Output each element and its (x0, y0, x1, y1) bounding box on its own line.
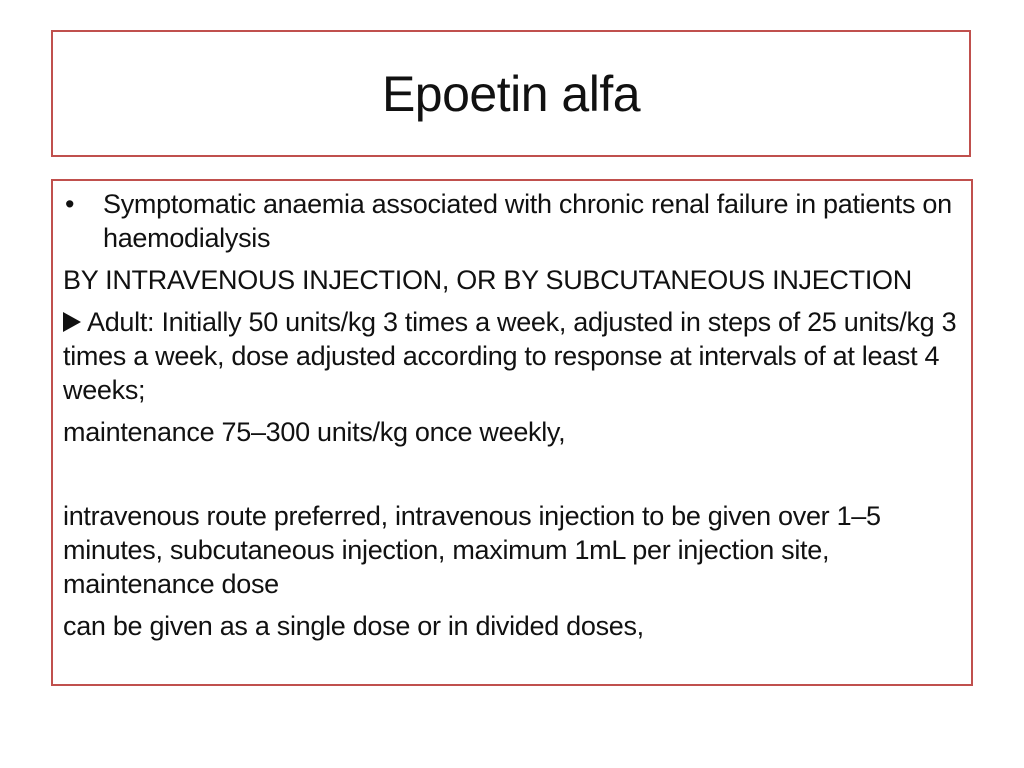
right-triangle-arrow-icon (63, 312, 81, 332)
indication-text: Symptomatic anaemia associated with chronic renal failure in patients on haemodialysis (103, 189, 952, 253)
bullet-dot-icon: • (65, 189, 75, 219)
title-box (51, 30, 971, 157)
adult-dose-paragraph (63, 305, 961, 407)
route-note-text: intravenous route preferred, intravenous injection to be given over 1–5 minutes, subcutaneous injection, maximum 1mL per injection site, maintenance dose (63, 501, 881, 599)
divided-doses-text: can be given as a single dose or in divided doses, (63, 611, 644, 641)
slide-title: Epoetin alfa (381, 65, 641, 122)
maintenance-text: maintenance 75–300 units/kg once weekly, (63, 417, 566, 447)
adult-dose-text: Adult: Initially 50 units/kg 3 times a week, adjusted in steps of 25 units/kg 3 times a week, dose adjusted according to response at intervals of at least 4 weeks; (63, 307, 957, 405)
content-box (51, 179, 973, 686)
route-heading: BY INTRAVENOUS INJECTION, OR BY SUBCUTANEOUS INJECTION (63, 265, 912, 295)
bullet-item (63, 187, 961, 255)
spacer (63, 457, 961, 491)
